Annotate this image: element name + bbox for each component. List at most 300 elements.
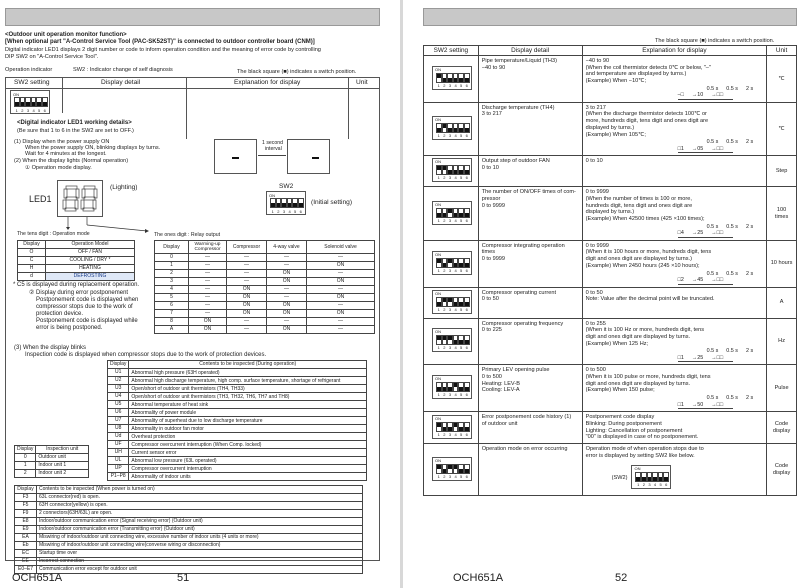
relay-col-compressor: Compressor xyxy=(227,241,267,254)
timing-label: 0.5 s xyxy=(726,395,738,402)
postponement-text-line: compressor stops due to the work of xyxy=(36,304,133,310)
timing-label: 2 s xyxy=(745,85,754,92)
dip-number: 4 xyxy=(653,482,657,488)
dip-number: 3 xyxy=(448,306,452,312)
dip-number: 1 xyxy=(271,209,274,214)
sw2-setting-cell xyxy=(424,365,479,412)
table-cell: Abnormal temperature of heat sink xyxy=(129,401,367,409)
table-cell: 2 xyxy=(15,470,36,478)
explanation-cell xyxy=(582,318,767,365)
table-cell: — xyxy=(189,278,227,286)
table-cell: ON xyxy=(267,270,307,278)
led-section-title: <Digital indicator LED1 working details> xyxy=(17,120,132,126)
dip-number: 2 xyxy=(277,209,280,214)
section-subheading: [When optional part "A-Control Service Tool (PAC-SK52ST)" is connected to outdoor controller board (CNM)] xyxy=(5,39,315,45)
explanation-cell xyxy=(582,365,767,412)
table-cell: — xyxy=(307,270,375,278)
dip-number: 2 xyxy=(443,473,446,479)
timing-label: 2 s xyxy=(745,395,754,402)
display-sequence xyxy=(678,230,734,237)
sw2-setting-row xyxy=(424,443,797,495)
dip-switch-diagram xyxy=(432,290,472,314)
table-cell: ON xyxy=(267,278,307,286)
item1-line2: Wait for 4 minutes at the longest. xyxy=(25,151,107,157)
table-cell: — xyxy=(189,254,227,262)
table-cell: ON xyxy=(267,302,307,310)
table-row xyxy=(15,494,363,502)
display-detail-text: Output step of outdoor FAN xyxy=(481,158,550,165)
table-cell: Open/short of outdoor unit thermistors (TH3, TH32, TH6, TH7 and TH8) xyxy=(129,393,367,401)
dip-number: 6 xyxy=(465,82,468,88)
table-cell: 5 xyxy=(155,294,189,302)
table-cell: Abnormal low pressure (63L operated) xyxy=(129,457,367,465)
timing-label: 0.5 s xyxy=(706,85,719,92)
sw2-note: SW2 : Indicator change of self diagnosis xyxy=(73,67,173,73)
table-cell: 1 xyxy=(15,462,36,470)
dip-switch-6 xyxy=(464,73,470,83)
dip-number: 3 xyxy=(448,217,452,223)
table-cell: A xyxy=(155,326,189,334)
table-row xyxy=(155,294,375,302)
table-cell: 1 xyxy=(155,262,189,270)
table-cell: F3 xyxy=(15,494,37,502)
table-cell: Overheat protection xyxy=(129,433,367,441)
table-cell: — xyxy=(307,326,375,334)
table-cell: 2 xyxy=(155,270,189,278)
table-row: C COOLING / DRY * xyxy=(18,257,135,265)
unit-cell: Code display xyxy=(767,443,797,495)
sequence-step: □1 xyxy=(677,354,684,361)
table-cell: ON xyxy=(189,318,227,326)
sequence-step: →45 xyxy=(691,277,704,284)
display-detail-text: pressor xyxy=(481,195,501,202)
display-detail-cell xyxy=(478,56,582,103)
explanation-text: displayed by turns.) xyxy=(585,209,635,216)
table-cell: ON xyxy=(227,294,267,302)
dip-number: 3 xyxy=(282,209,286,214)
table-cell: — xyxy=(307,318,375,326)
explanation-text: (Example) When 42500 times (425 ×100 times); xyxy=(585,216,705,223)
unit-cell: Hz xyxy=(767,318,797,365)
table-cell: E9 xyxy=(15,526,37,534)
item3-title: (3) When the display blinks xyxy=(14,345,87,351)
unit-cell: ℃ xyxy=(767,56,797,103)
dip-number: 1 xyxy=(437,217,440,223)
display-detail-cell xyxy=(478,318,582,365)
page-header-banner xyxy=(423,8,797,26)
dip-number: 1 xyxy=(15,108,18,113)
interval-arrow xyxy=(258,155,286,156)
dip-on-label: ON xyxy=(435,251,441,257)
table-cell: Communication error except for outdoor unit xyxy=(37,566,363,574)
table-cell: Startup time over xyxy=(37,550,363,558)
timing-label: 2 s xyxy=(745,348,754,355)
dip-switch-6 xyxy=(464,123,470,133)
dip-number: 4 xyxy=(454,306,457,312)
table-cell: 63H connector(yellow) is open. xyxy=(37,502,363,510)
table-row xyxy=(108,457,367,465)
dip-number: 1 xyxy=(437,345,440,351)
dip-number: 4 xyxy=(288,209,291,214)
dip-switch-6 xyxy=(298,198,304,208)
postponement-text-line: protection device. xyxy=(36,311,84,317)
table-cell: — xyxy=(227,254,267,262)
sequence-step: →25 xyxy=(691,230,704,237)
sequence-step: □4 xyxy=(677,230,684,237)
table-cell: — xyxy=(189,286,227,294)
timing-label: 0.5 s xyxy=(706,223,719,230)
display-detail-text: 0 to 10 xyxy=(481,164,499,171)
table-row: d DEFROSTING xyxy=(18,273,135,281)
dip-number: 3 xyxy=(448,345,452,351)
table-cell: — xyxy=(189,270,227,278)
led1-display xyxy=(57,180,103,217)
dip-number: 2 xyxy=(642,482,645,488)
sequence-step: □2 xyxy=(677,277,684,284)
table-cell: — xyxy=(267,318,307,326)
table-cell: Ud xyxy=(108,433,129,441)
timing-labels xyxy=(586,348,764,354)
dip-number: 4 xyxy=(454,175,457,181)
table-cell: ON xyxy=(267,326,307,334)
header-unit: Unit xyxy=(356,79,368,86)
dip-number: 1 xyxy=(437,473,440,479)
explanation-cell xyxy=(582,56,767,103)
dip-on-label: ON xyxy=(435,329,441,335)
table-row xyxy=(108,369,367,377)
sw2-setting-cell xyxy=(424,102,479,155)
unit-cell: Pulse xyxy=(767,365,797,412)
table-cell: UP xyxy=(108,465,129,473)
explanation-text: digit and ones digit are displayed by turns.) xyxy=(585,256,692,263)
table-row xyxy=(15,454,89,462)
explanation-text: 0 to 500 xyxy=(585,367,606,374)
table-cell: U7 xyxy=(108,417,129,425)
explanation-text: (When it is 100 pulse or more, hundreds digit, tens xyxy=(585,374,711,381)
timing-labels xyxy=(586,86,764,92)
dip-number: 4 xyxy=(454,392,457,398)
item3-line: Inspection code is displayed when compressor stops due to the work of protection devices. xyxy=(25,352,267,358)
explanation-text: −40 to 90 xyxy=(585,58,610,64)
table-cell: Miswiring of indoor/outdoor unit connecting wire(converse wiring or disconnection) xyxy=(37,542,363,550)
table-cell: Indoor unit 1 xyxy=(36,462,89,470)
table-cell: 0 xyxy=(155,254,189,262)
sequence-step: →05 xyxy=(691,145,704,152)
explanation-text: error is displayed by setting SW2 like below. xyxy=(585,452,695,459)
display-detail-cell xyxy=(478,443,582,495)
table-cell: ON xyxy=(267,310,307,318)
sequence-step: –□ xyxy=(677,92,684,99)
dip-number: 2 xyxy=(443,217,446,223)
dip-number: 6 xyxy=(465,431,468,437)
dip-switch-6 xyxy=(464,335,470,345)
display-detail-text: Compressor operating current xyxy=(481,289,557,296)
sequence-step: →□□ xyxy=(711,145,724,152)
display-detail-text: The number of ON/OFF times of com- xyxy=(481,189,576,196)
initial-setting-label: (Initial setting) xyxy=(311,199,353,206)
sw2-label: SW2 xyxy=(279,183,294,190)
dip-number: 2 xyxy=(443,306,446,312)
unit-cell: A xyxy=(767,287,797,318)
dip-number: 2 xyxy=(443,431,446,437)
sw2-setting-cell xyxy=(424,156,479,187)
explanation-text: (Example) When 105℃; xyxy=(585,131,646,138)
dip-number: 6 xyxy=(465,306,468,312)
table-cell: U6 xyxy=(108,409,129,417)
relay-output-table xyxy=(154,240,375,334)
table-cell: Compressor overcurrent interruption xyxy=(129,465,367,473)
table-cell: — xyxy=(189,310,227,318)
explanation-text: (When it is 100 Hz or more, hundreds digit, tens xyxy=(585,327,705,334)
explanation-text: Operation mode of when operation stops due to xyxy=(585,445,704,452)
ones-digit-caption: The ones digit : Relay output xyxy=(154,232,221,238)
table-cell: U4 xyxy=(108,393,129,401)
blink-display-box-2 xyxy=(287,139,330,174)
table-row xyxy=(108,433,367,441)
blink-display-box-1 xyxy=(214,139,257,174)
inspection-unit-table xyxy=(14,445,89,478)
relay-col-4way: 4-way valve xyxy=(267,241,307,254)
table-cell: — xyxy=(267,254,307,262)
dip-number: 4 xyxy=(454,267,457,273)
dip-number: 2 xyxy=(21,108,24,113)
dip-switch-6 xyxy=(42,97,48,107)
display-detail-text: 0 to 500 xyxy=(481,374,502,381)
dip-number: 2 xyxy=(443,133,446,139)
sw2-setting-row xyxy=(424,365,797,412)
display-detail-text: Heating: LEV-B xyxy=(481,380,520,387)
timing-label: 2 s xyxy=(745,223,754,230)
sequence-step: →25 xyxy=(691,354,704,361)
table-row xyxy=(15,470,89,478)
sw2-setting-row xyxy=(424,56,797,103)
dip-on-label: ON xyxy=(435,159,441,165)
manual-page-52 xyxy=(403,0,800,588)
display-detail-cell xyxy=(478,240,582,287)
pwcode-col-display: Display xyxy=(15,486,37,494)
insp-col-unit: Inspection unit xyxy=(36,446,89,454)
item2-sub1: ① Operation mode display. xyxy=(25,165,92,171)
table-cell: UH xyxy=(108,449,129,457)
dip-number: 1 xyxy=(437,133,440,139)
explanation-text: displayed by turns.) xyxy=(585,124,635,131)
timing-label: 0.5 s xyxy=(726,85,738,92)
display-detail-text: Discharge temperature (TH4) xyxy=(481,104,555,111)
table-row xyxy=(155,326,375,334)
opcode-col-contents: Contents to be inspected (During operation) xyxy=(129,361,367,369)
display-sequence xyxy=(678,277,734,284)
table-row xyxy=(108,449,367,457)
explanation-text: (Example) When 2450 hours (245 ×10 hours); xyxy=(585,262,700,269)
table-cell: EC xyxy=(15,550,37,558)
page-header-banner xyxy=(5,8,380,26)
table-cell: Eb xyxy=(15,542,37,550)
sequence-step: →□□ xyxy=(711,230,724,237)
dip-on-label: ON xyxy=(435,201,441,207)
dip-number: 1 xyxy=(437,175,440,181)
display-detail-text: Pipe temperature/Liquid (TH3) xyxy=(481,58,557,64)
dip-number: 5 xyxy=(460,267,463,273)
dip-number: 5 xyxy=(460,345,463,351)
table-row xyxy=(155,302,375,310)
table-cell: — xyxy=(267,286,307,294)
dip-on-label: ON xyxy=(435,290,441,296)
dip-on-label: ON xyxy=(435,66,441,72)
sw2-setting-cell xyxy=(424,318,479,365)
table-cell: U2 xyxy=(108,377,129,385)
table-cell: Abnormal high pressure (63H operated) xyxy=(129,369,367,377)
table-cell: — xyxy=(189,262,227,270)
dip-number: 4 xyxy=(32,108,35,113)
table-cell: — xyxy=(307,286,375,294)
display-detail-text: 0 to 9999 xyxy=(481,256,506,263)
explanation-cell xyxy=(582,287,767,318)
table-cell: 6 xyxy=(155,302,189,310)
dip-switch-diagram xyxy=(432,251,472,275)
postponement-text-line: Postponement code is displayed while xyxy=(36,318,138,324)
dip-number: 5 xyxy=(460,175,463,181)
sw2-setting-row xyxy=(424,102,797,155)
dip-switch-sw2-initial xyxy=(266,191,306,215)
table-cell: 2 connectors(63H/63L) are open. xyxy=(37,510,363,518)
seven-segment-digits-icon xyxy=(58,181,102,216)
explanation-text: 3 to 217 xyxy=(585,104,606,111)
timing-label: 0.5 s xyxy=(706,348,719,355)
header-unit: Unit xyxy=(767,46,797,56)
table-cell: UF xyxy=(108,441,129,449)
timing-label: 0.5 s xyxy=(706,270,719,277)
table-cell: U8 xyxy=(108,425,129,433)
dip-switch-diagram xyxy=(432,457,472,481)
dip-number: 4 xyxy=(454,431,457,437)
dip-switch-diagram xyxy=(432,201,472,225)
table-cell: UL xyxy=(108,457,129,465)
dip-on-label: ON xyxy=(634,466,641,472)
dip-number: 2 xyxy=(443,175,446,181)
dip-number: 5 xyxy=(460,133,463,139)
display-detail-text: Compressor operating frequency xyxy=(481,320,564,327)
postponement-text-line: error is being postponed. xyxy=(36,325,103,331)
display-detail-cell xyxy=(478,287,582,318)
dip-number: 5 xyxy=(659,482,662,488)
table-cell: U3 xyxy=(108,385,129,393)
display-detail-text: Primary LEV opening pulse xyxy=(481,367,550,374)
intro-text-line1: Digital indicator LED1 displays 2 digit number or code to inform operation condition and the meaning of error code by controlling xyxy=(5,47,321,53)
table-row xyxy=(108,385,367,393)
sequence-step: →10 xyxy=(691,92,704,99)
dip-switch-6 xyxy=(464,382,470,392)
intro-text-line2: DIP SW2 on "A-Control Service Tool". xyxy=(5,54,99,60)
dip-switch-6 xyxy=(464,422,470,432)
interval-label-2: interval xyxy=(265,146,282,152)
dip-number: 3 xyxy=(26,108,30,113)
table-row: H HEATING xyxy=(18,265,135,273)
dip-number: 5 xyxy=(294,209,297,214)
dip-switch-diagram xyxy=(432,375,472,399)
dip-number: 5 xyxy=(460,306,463,312)
timing-label: 2 s xyxy=(745,139,754,146)
unit-cell: Step xyxy=(767,156,797,187)
header-display-detail: Display detail xyxy=(101,79,141,86)
dip-number: 6 xyxy=(665,482,668,488)
sequence-step: →□□ xyxy=(711,92,724,99)
dip-number: 3 xyxy=(448,175,452,181)
table-row xyxy=(155,254,375,262)
header-sw2-setting: SW2 setting xyxy=(424,46,479,56)
table-cell: E8 xyxy=(15,518,37,526)
operation-mode-table xyxy=(17,240,135,281)
table-cell: Abnormality of superheat due to low discharge temperature xyxy=(129,417,367,425)
table-row xyxy=(108,465,367,473)
sequence-step: □1 xyxy=(677,401,684,408)
table-cell: ON xyxy=(227,310,267,318)
timing-labels xyxy=(586,224,764,230)
table-row xyxy=(155,262,375,270)
header-explanation: Explanation for display xyxy=(582,46,767,56)
table-row xyxy=(155,318,375,326)
dip-number: 1 xyxy=(437,392,440,398)
explanation-text: hundreds digit, tens digit and ones digit are xyxy=(585,202,693,209)
table-row xyxy=(15,502,363,510)
table-cell: Outdoor unit xyxy=(36,454,89,462)
explanation-text: Lighting: Cancellation of postponement xyxy=(585,427,683,434)
table-cell: — xyxy=(267,294,307,302)
explanation-text: Note: Value after the decimal point will be truncated. xyxy=(585,296,715,303)
sequence-step: →□□ xyxy=(711,401,724,408)
display-detail-text: 0 to 225 xyxy=(481,327,502,334)
table-cell: Abnormal high discharge temperature, high comp. surface temperature, shortage of refrigerant xyxy=(129,377,367,385)
sequence-step: →50 xyxy=(691,401,704,408)
table-cell: — xyxy=(227,326,267,334)
power-on-error-codes-table xyxy=(14,485,363,574)
timing-label: 2 s xyxy=(745,270,754,277)
display-detail-text: Compressor integrating operation times xyxy=(481,242,565,256)
table-cell: — xyxy=(227,262,267,270)
display-detail-text: Error postponement code history (1) xyxy=(481,414,572,421)
table-cell: ON xyxy=(227,302,267,310)
timing-label: 0.5 s xyxy=(726,348,738,355)
table-cell: — xyxy=(307,254,375,262)
display-sequence xyxy=(678,355,734,362)
lighting-label: (Lighting) xyxy=(110,184,138,191)
footer-page-number: 52 xyxy=(615,572,628,584)
footer-model-number: OCH651A xyxy=(12,572,63,584)
explanation-text: 0 to 9999 xyxy=(585,189,609,196)
dip-number: 6 xyxy=(465,267,468,273)
footer-model-number: OCH651A xyxy=(453,572,504,584)
table-cell: — xyxy=(267,262,307,270)
dip-number: 1 xyxy=(437,82,440,88)
explanation-text: (Example) When −10℃; xyxy=(585,78,647,85)
sw2-setting-cell xyxy=(424,287,479,318)
dip-number: 2 xyxy=(443,82,446,88)
explanation-text: (When it is 100 hours or more, hundreds digit, tens xyxy=(585,249,712,256)
sw2-setting-cell xyxy=(424,412,479,444)
table-row xyxy=(15,510,363,518)
table-cell: Miswiring of indoor/outdoor unit connecting wire, excessive number of indoor units (4 units or more) xyxy=(37,534,363,542)
table-cell: U5 xyxy=(108,401,129,409)
operation-indicator-label: Operation indicator xyxy=(5,67,53,73)
dip-on-label: ON xyxy=(435,457,441,463)
sw2-setting-row xyxy=(424,156,797,187)
table-row xyxy=(108,417,367,425)
dip-number: 2 xyxy=(443,267,446,273)
dip-number: 4 xyxy=(454,217,457,223)
dip-number: 2 xyxy=(443,345,446,351)
table-row xyxy=(15,518,363,526)
dip-number: 6 xyxy=(465,217,468,223)
item2-sub2-title: ② Display during error postponement xyxy=(29,290,129,296)
